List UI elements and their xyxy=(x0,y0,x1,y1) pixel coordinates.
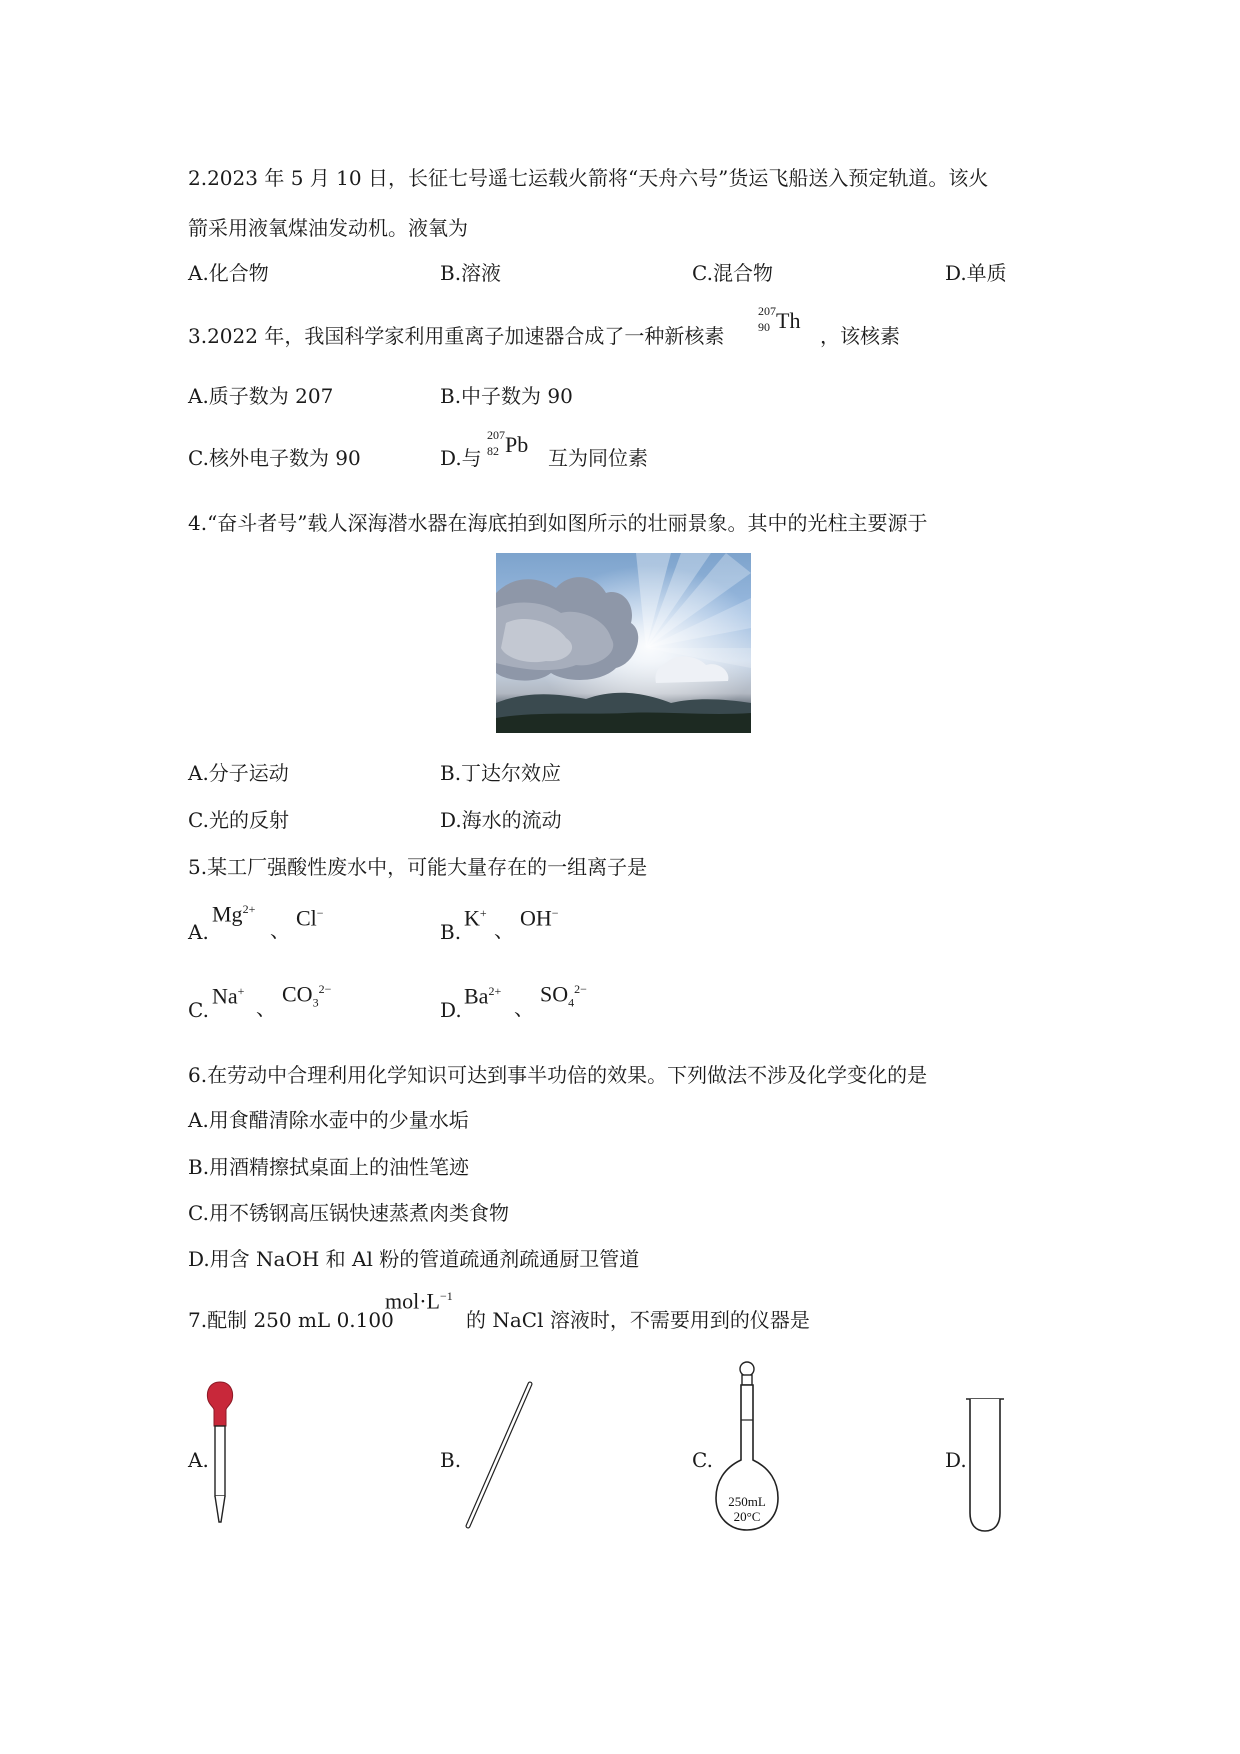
q5-stem: 5.某工厂强酸性废水中，可能大量存在的一组离子是 xyxy=(188,855,648,879)
q5-option-d-ion2 xyxy=(540,983,587,1009)
ion-symbol: Cl xyxy=(296,905,317,931)
q4-option-b: B.丁达尔效应 xyxy=(440,761,562,785)
q7-option-a-label: A. xyxy=(188,1448,209,1472)
q2-option-b: B.溶液 xyxy=(440,261,502,285)
nuclide-mass: 207 xyxy=(487,428,505,442)
q3-option-a: A.质子数为 207 xyxy=(188,384,334,408)
q2-option-a: A.化合物 xyxy=(188,261,269,285)
ion-symbol: Mg xyxy=(212,901,243,927)
q3-nuclide-th xyxy=(758,304,818,344)
glass-rod-icon xyxy=(460,1380,540,1530)
ion-symbol: SO xyxy=(540,981,569,1007)
q6-option-b: B.用酒精擦拭桌面上的油性笔迹 xyxy=(188,1155,470,1179)
ion-subscript: 3 xyxy=(312,995,319,1010)
q6-stem: 6.在劳动中合理利用化学知识可达到事半功倍的效果。下列做法不涉及化学变化的是 xyxy=(188,1063,928,1087)
q6-option-c: C.用不锈钢高压锅快速蒸煮肉类食物 xyxy=(188,1201,509,1225)
sky-light-beams-photo xyxy=(496,553,751,733)
q5-option-b-ion2 xyxy=(520,907,559,929)
q5-option-a-ion2 xyxy=(296,907,324,929)
ion-charge: 2− xyxy=(574,982,587,996)
nuclide-mass: 207 xyxy=(758,304,776,318)
q5-option-d-label: D. xyxy=(440,998,462,1022)
nuclide-symbol: Pb xyxy=(505,432,529,457)
flask-volume-label: 250mL xyxy=(728,1494,766,1509)
ion-symbol: OH xyxy=(520,905,552,931)
flask-temperature-label: 20°C xyxy=(733,1509,761,1524)
q5-option-b-ion1 xyxy=(464,907,487,929)
q3-stem xyxy=(188,326,724,346)
q5-option-b-label: B. xyxy=(440,920,462,944)
q5-option-a-ion1 xyxy=(212,903,255,925)
ion-charge: + xyxy=(479,906,487,920)
q4-option-d: D.海水的流动 xyxy=(440,808,562,832)
unit-text: mol·L xyxy=(385,1288,440,1314)
ion-charge: − xyxy=(551,906,559,920)
q3-option-b: B.中子数为 90 xyxy=(440,384,573,408)
q2-option-c: C.混合物 xyxy=(692,261,773,285)
q3-option-d-suffix: 互为同位素 xyxy=(548,446,648,470)
ion-charge: 2+ xyxy=(488,984,502,998)
q2-option-d: D.单质 xyxy=(945,261,1007,285)
q5-option-a-separator: 、 xyxy=(270,918,290,942)
ion-charge: 2− xyxy=(318,982,332,996)
ion-symbol: Na xyxy=(212,983,238,1009)
q7-stem-after: 的 NaCl 溶液时，不需要用到的仪器是 xyxy=(466,1308,810,1332)
ion-symbol: K xyxy=(464,905,480,931)
q5-option-c-label: C. xyxy=(188,998,209,1022)
q4-option-c: C.光的反射 xyxy=(188,808,289,832)
q7-option-b-label: B. xyxy=(440,1448,462,1472)
q5-option-c-ion1 xyxy=(212,985,244,1007)
q5-option-d-separator: 、 xyxy=(514,996,534,1020)
q5-option-a-label: A. xyxy=(188,920,209,944)
q3-nuclide-pb xyxy=(487,428,547,468)
q4-stem: 4.“奋斗者号”载人深海潜水器在海底拍到如图所示的壮丽景象。其中的光柱主要源于 xyxy=(188,511,928,535)
q5-option-c-ion2 xyxy=(282,983,331,1009)
q7-unit xyxy=(385,1290,453,1312)
q2-stem-line1: 2.2023 年 5 月 10 日，长征七号遥七运载火箭将“天舟六号”货运飞船送入预定轨道。该火 xyxy=(188,166,989,190)
q6-option-d: D.用含 NaOH 和 Al 粉的管道疏通剂疏通厨卫管道 xyxy=(188,1247,640,1271)
test-tube-icon xyxy=(962,1395,1008,1535)
ion-subscript: 4 xyxy=(568,995,575,1010)
q7-stem-before: 7.配制 250 mL 0.100 xyxy=(188,1308,394,1332)
dropper-icon xyxy=(200,1380,240,1525)
q7-option-c-label: C. xyxy=(692,1448,713,1472)
volumetric-flask-icon xyxy=(712,1360,782,1535)
nuclide-number: 82 xyxy=(487,444,499,458)
q3-stem-before: 3.2022 年，我国科学家利用重离子加速器合成了一种新核素 xyxy=(188,324,725,348)
ion-charge: 2+ xyxy=(242,902,256,916)
ion-charge: − xyxy=(316,906,324,920)
ion-charge: + xyxy=(237,984,245,998)
unit-exponent: −1 xyxy=(440,1289,453,1303)
q3-option-d-prefix: D.与 xyxy=(440,446,482,470)
nuclide-number: 90 xyxy=(758,320,770,334)
ion-symbol: Ba xyxy=(464,983,489,1009)
q5-option-c-separator: 、 xyxy=(256,996,276,1020)
nuclide-symbol: Th xyxy=(776,308,801,333)
q4-option-a: A.分子运动 xyxy=(188,761,289,785)
q5-option-b-separator: 、 xyxy=(494,918,514,942)
q6-option-a: A.用食醋清除水壶中的少量水垢 xyxy=(188,1108,469,1132)
q3-option-c: C.核外电子数为 90 xyxy=(188,446,361,470)
q7-option-d-label: D. xyxy=(945,1448,967,1472)
q2-stem-line2: 箭采用液氧煤油发动机。液氧为 xyxy=(188,216,468,240)
q3-stem-after: ，该核素 xyxy=(820,324,900,348)
ion-symbol: CO xyxy=(282,981,313,1007)
q5-option-d-ion1 xyxy=(464,985,501,1007)
